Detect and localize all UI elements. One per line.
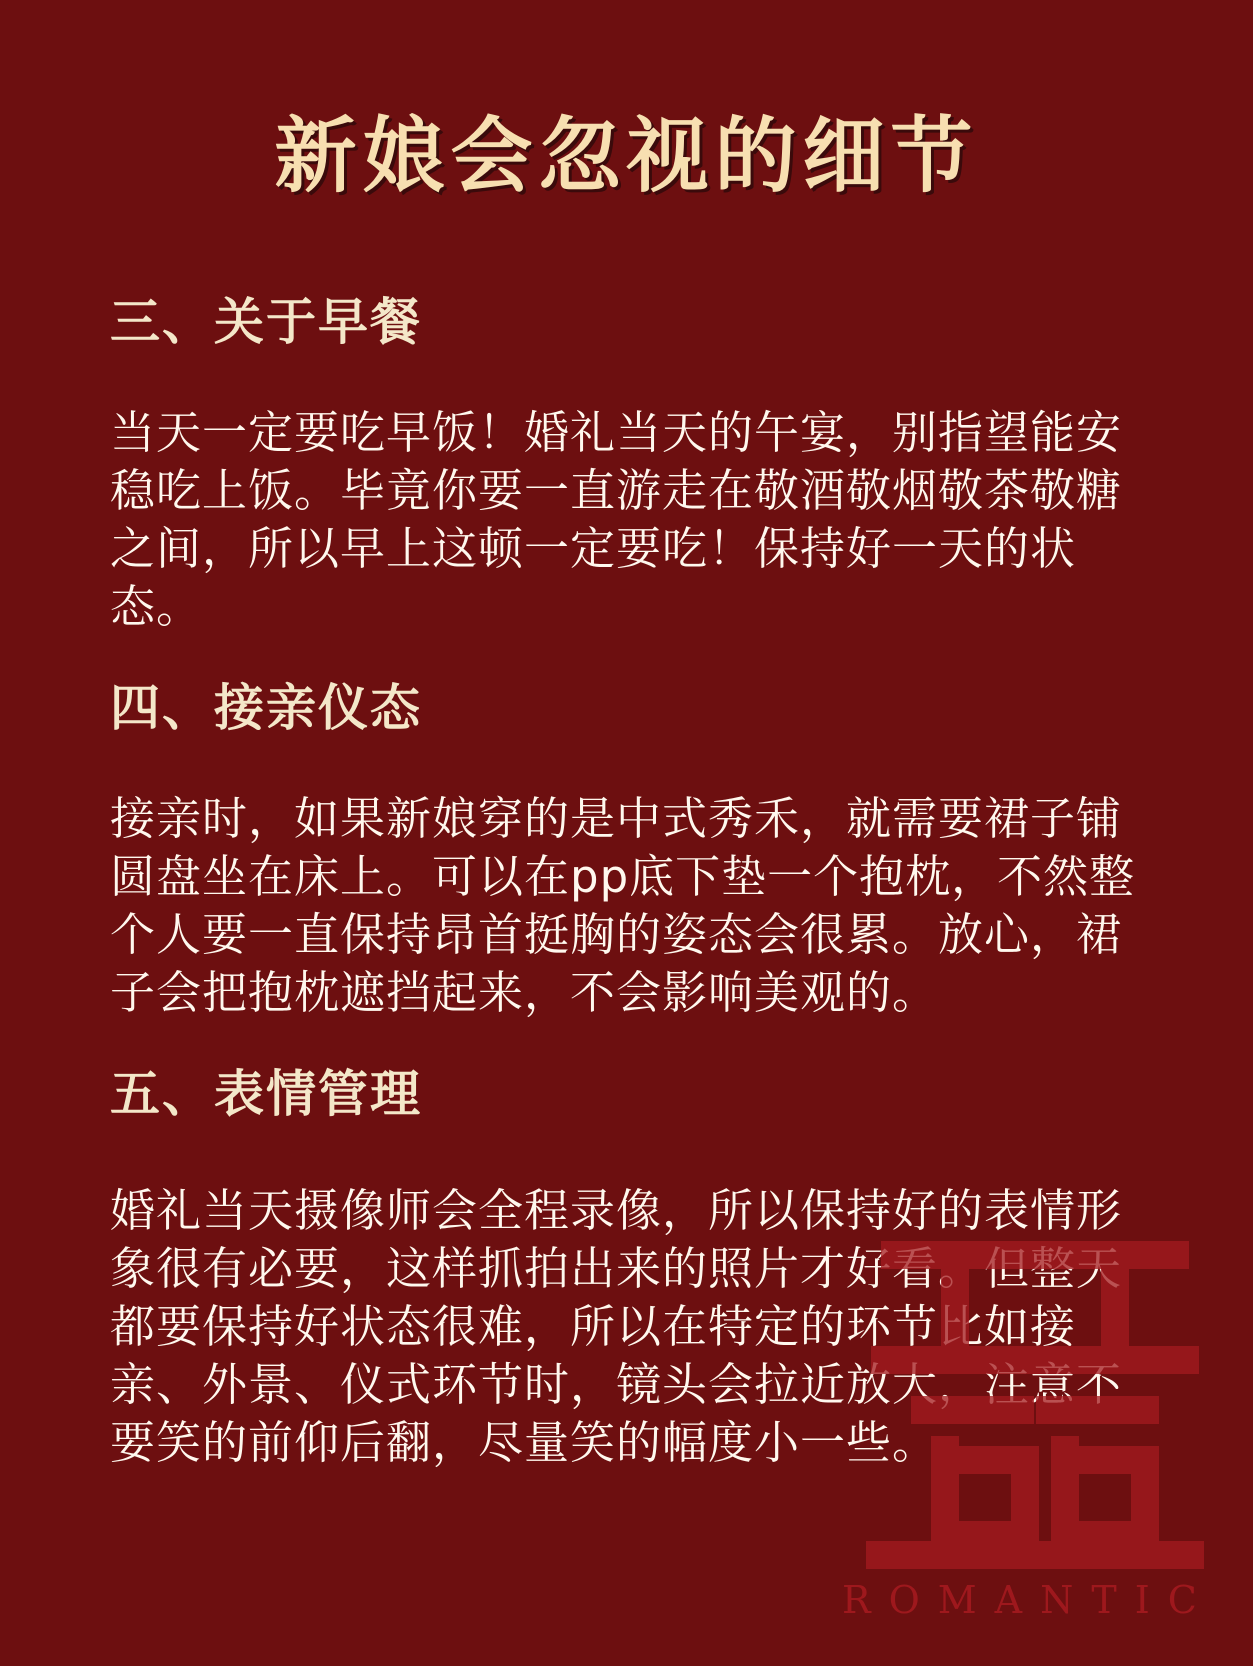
section-heading-pickup-posture: 四、接亲仪态 xyxy=(110,679,422,737)
section-body-expression-management: 婚礼当天摄像师会全程录像，所以保持好的表情形象很有必要，这样抓拍出来的照片才好看。但整天都要保持好状态很难，所以在特定的环节比如接亲、外景、仪式环节时，镜头会拉近放大，注意不要笑的前仰后翻，尽量笑的幅度小一些。 xyxy=(110,1184,1123,1469)
section-body-breakfast: 当天一定要吃早饭！婚礼当天的午宴，别指望能安稳吃上饭。毕竟你要一直游走在敬酒敬烟敬茶敬糖之间，所以早上这顿一定要吃！保持好一天的状态。 xyxy=(110,406,1123,633)
section-heading-breakfast: 三、关于早餐 xyxy=(110,293,422,351)
page-title: 新娘会忽视的细节 xyxy=(274,109,979,204)
section-heading-expression-management: 五、表情管理 xyxy=(110,1065,422,1123)
romantic-watermark-text: ROMANTIC xyxy=(842,1578,1215,1622)
double-happiness-icon xyxy=(860,1215,1210,1575)
section-body-pickup-posture: 接亲时，如果新娘穿的是中式秀禾，就需要裙子铺圆盘坐在床上。可以在pp底下垫一个抱枕，不然整个人要一直保持昂首挺胸的姿态会很累。放心，裙子会把抱枕遮挡起来，不会影响美观的。 xyxy=(110,792,1136,1019)
